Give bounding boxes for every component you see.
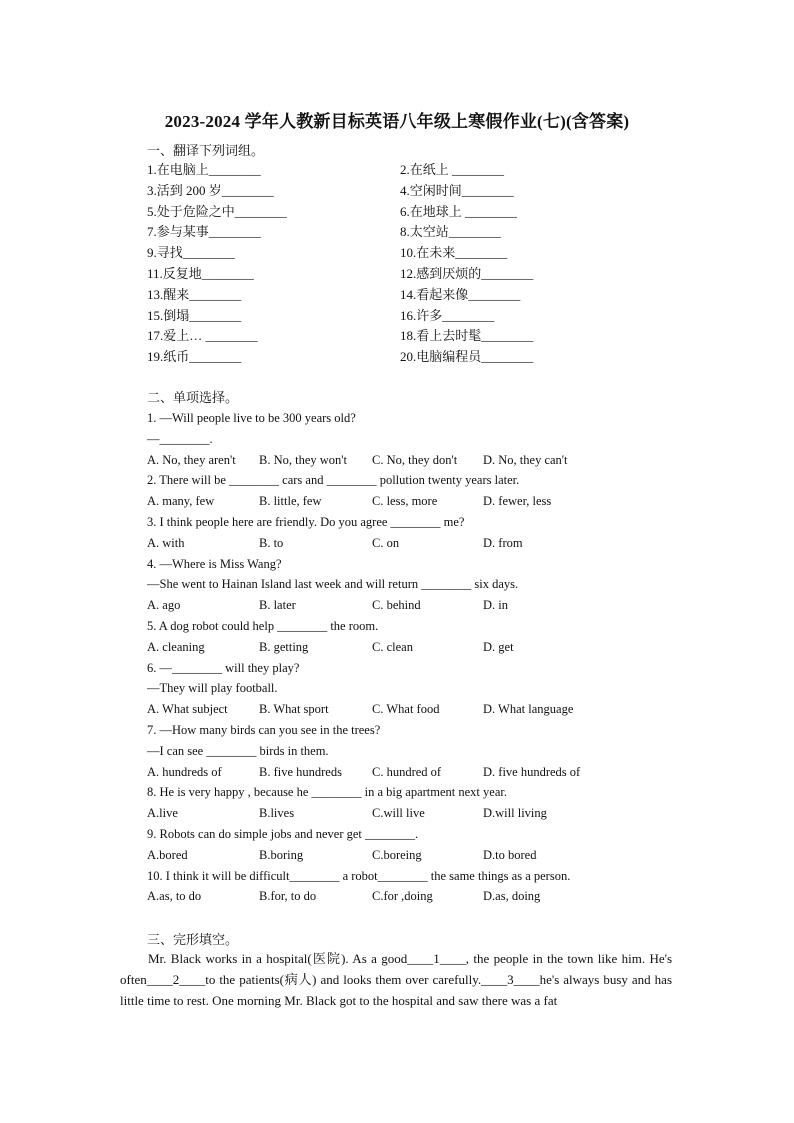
cloze-text: he's always busy and has little time to rest. One morning Mr. Black got to the hospital and saw there was a fat [120, 972, 673, 1008]
question-text: —She went to Hainan Island last week and will return ________ six days. [147, 577, 519, 592]
vocab-item: 10.在未来________ [400, 245, 508, 261]
option-d: D. No, they can't [483, 452, 568, 467]
option-row [147, 845, 687, 866]
vocab-item: 5.处于危险之中________ [147, 203, 287, 219]
option-d: D. What language [483, 702, 574, 717]
vocab-item: 11.反复地________ [147, 265, 254, 281]
option-b: B. to [259, 535, 284, 550]
vocab-item: 7.参与某事________ [147, 224, 261, 240]
option-b: B. little, few [259, 494, 322, 509]
question-text: —They will play football. [147, 681, 278, 696]
question-item [147, 470, 687, 512]
option-c: C.for ,doing [372, 889, 433, 904]
vocab-item: 14.看起来像________ [400, 286, 521, 302]
question-item [147, 554, 687, 616]
cloze-passage [120, 948, 672, 1011]
option-c: C. hundred of [372, 764, 442, 779]
option-row [147, 595, 687, 616]
vocab-item: 20.电脑编程员________ [400, 349, 534, 365]
option-a: A. ago [147, 598, 181, 613]
option-d: D. from [483, 535, 523, 550]
cloze-blank: ____2____ [146, 972, 206, 987]
vocab-item: 13.醒来________ [147, 286, 242, 302]
option-c: C. No, they don't [372, 452, 458, 467]
option-b: B. later [259, 598, 296, 613]
option-d: D. in [483, 598, 508, 613]
vocab-item: 12.感到厌烦的________ [400, 265, 534, 281]
option-c: C. behind [372, 598, 421, 613]
question-list [147, 408, 687, 907]
question-text: 1. —Will people live to be 300 years old? [147, 411, 356, 425]
option-a: A. What subject [147, 702, 228, 717]
question-text: 3. I think people here are friendly. Do you agree ________ me? [147, 514, 465, 529]
option-c: C. clean [372, 639, 413, 654]
option-d: D. five hundreds of [483, 764, 581, 779]
question-text: 4. —Where is Miss Wang? [147, 556, 282, 571]
vocab-row [147, 347, 667, 368]
question-text: 8. He is very happy , because he ________ in a big apartment next year. [147, 785, 507, 800]
option-a: A. with [147, 535, 185, 550]
vocab-item: 4.空闲时间________ [400, 182, 514, 198]
option-a: A.live [147, 806, 178, 821]
option-b: B. getting [259, 639, 309, 654]
vocab-row [147, 222, 667, 243]
option-a: A. hundreds of [147, 764, 222, 779]
question-text: —________. [147, 431, 213, 446]
page-title: 2023-2024 学年人教新目标英语八年级上寒假作业(七)(含答案) [164, 112, 630, 131]
cloze-text: Mr. Black works in a hospital(医院). As a good [148, 951, 408, 966]
question-text: 5. A dog robot could help ________ the room. [147, 618, 379, 633]
option-c: C.will live [372, 806, 425, 821]
option-b: B.boring [259, 847, 304, 862]
option-d: D.as, doing [483, 889, 541, 904]
vocab-item: 16.许多________ [400, 307, 495, 323]
vocab-row [147, 285, 667, 306]
option-a: A. No, they aren't [147, 452, 236, 467]
option-row [147, 886, 687, 907]
option-b: B. What sport [259, 702, 329, 717]
vocab-row [147, 202, 667, 223]
question-text: 9. Robots can do simple jobs and never get ________. [147, 826, 419, 841]
question-item [147, 616, 687, 658]
option-row [147, 803, 687, 824]
question-item [147, 720, 687, 782]
vocab-item: 19.纸币________ [147, 349, 242, 365]
question-item [147, 512, 687, 554]
section-heading-choice: 二、单项选择。 [147, 390, 239, 405]
question-text: 7. —How many birds can you see in the trees? [147, 722, 381, 737]
cloze-blank: ____3____ [481, 972, 540, 987]
vocab-item: 1.在电脑上________ [147, 162, 261, 177]
cloze-text: to the patients(病人) and looks them over carefully. [205, 972, 482, 987]
option-c: C.boreing [372, 847, 422, 862]
question-item [147, 408, 687, 470]
option-b: B. five hundreds [259, 764, 342, 779]
option-row [147, 491, 687, 512]
option-a: A.bored [147, 847, 188, 862]
vocab-item: 6.在地球上 ________ [400, 203, 518, 219]
question-text: 2. There will be ________ cars and ________ pollution twenty years later. [147, 473, 520, 488]
question-item [147, 782, 687, 824]
option-d: D. fewer, less [483, 494, 552, 509]
vocab-item: 9.寻找________ [147, 245, 235, 261]
option-a: A. cleaning [147, 639, 205, 654]
option-b: B.lives [259, 806, 295, 821]
option-d: D. get [483, 639, 514, 654]
option-b: B. No, they won't [259, 452, 348, 467]
question-text: —I can see ________ birds in them. [147, 743, 329, 758]
cloze-text: , the people in the town like him. He's often [120, 951, 672, 987]
vocab-row [147, 306, 667, 327]
vocab-item: 17.爱上… ________ [147, 328, 258, 344]
vocab-row [147, 264, 667, 285]
vocab-item: 2.在纸上 ________ [400, 162, 505, 177]
question-item [147, 866, 687, 908]
option-d: D.to bored [483, 847, 537, 862]
option-c: C. less, more [372, 494, 438, 509]
option-a: A. many, few [147, 494, 215, 509]
vocab-item: 3.活到 200 岁________ [147, 182, 274, 198]
option-c: C. What food [372, 702, 440, 717]
question-item [147, 658, 687, 720]
question-text: 10. I think it will be difficult________ a robot________ the same things as a person. [147, 868, 571, 883]
option-row [147, 699, 687, 720]
option-c: C. on [372, 535, 400, 550]
vocab-row [147, 243, 667, 264]
vocab-item: 15.倒塌________ [147, 307, 242, 323]
vocab-list [147, 160, 667, 368]
question-item [147, 824, 687, 866]
option-row [147, 762, 687, 783]
option-row [147, 637, 687, 658]
option-row [147, 450, 687, 471]
section-heading-translation: 一、翻译下列词组。 [147, 143, 265, 158]
vocab-row [147, 326, 667, 347]
vocab-item: 8.太空站________ [400, 224, 501, 240]
vocab-row [147, 160, 667, 181]
option-b: B.for, to do [259, 889, 317, 904]
section-heading-cloze: 三、完形填空。 [147, 932, 239, 947]
option-row [147, 533, 687, 554]
option-a: A.as, to do [147, 889, 202, 904]
vocab-row [147, 181, 667, 202]
option-d: D.will living [483, 806, 547, 821]
cloze-blank: ____1____ [407, 951, 466, 966]
question-text: 6. —________ will they play? [147, 660, 300, 675]
vocab-item: 18.看上去时髦________ [400, 328, 534, 344]
